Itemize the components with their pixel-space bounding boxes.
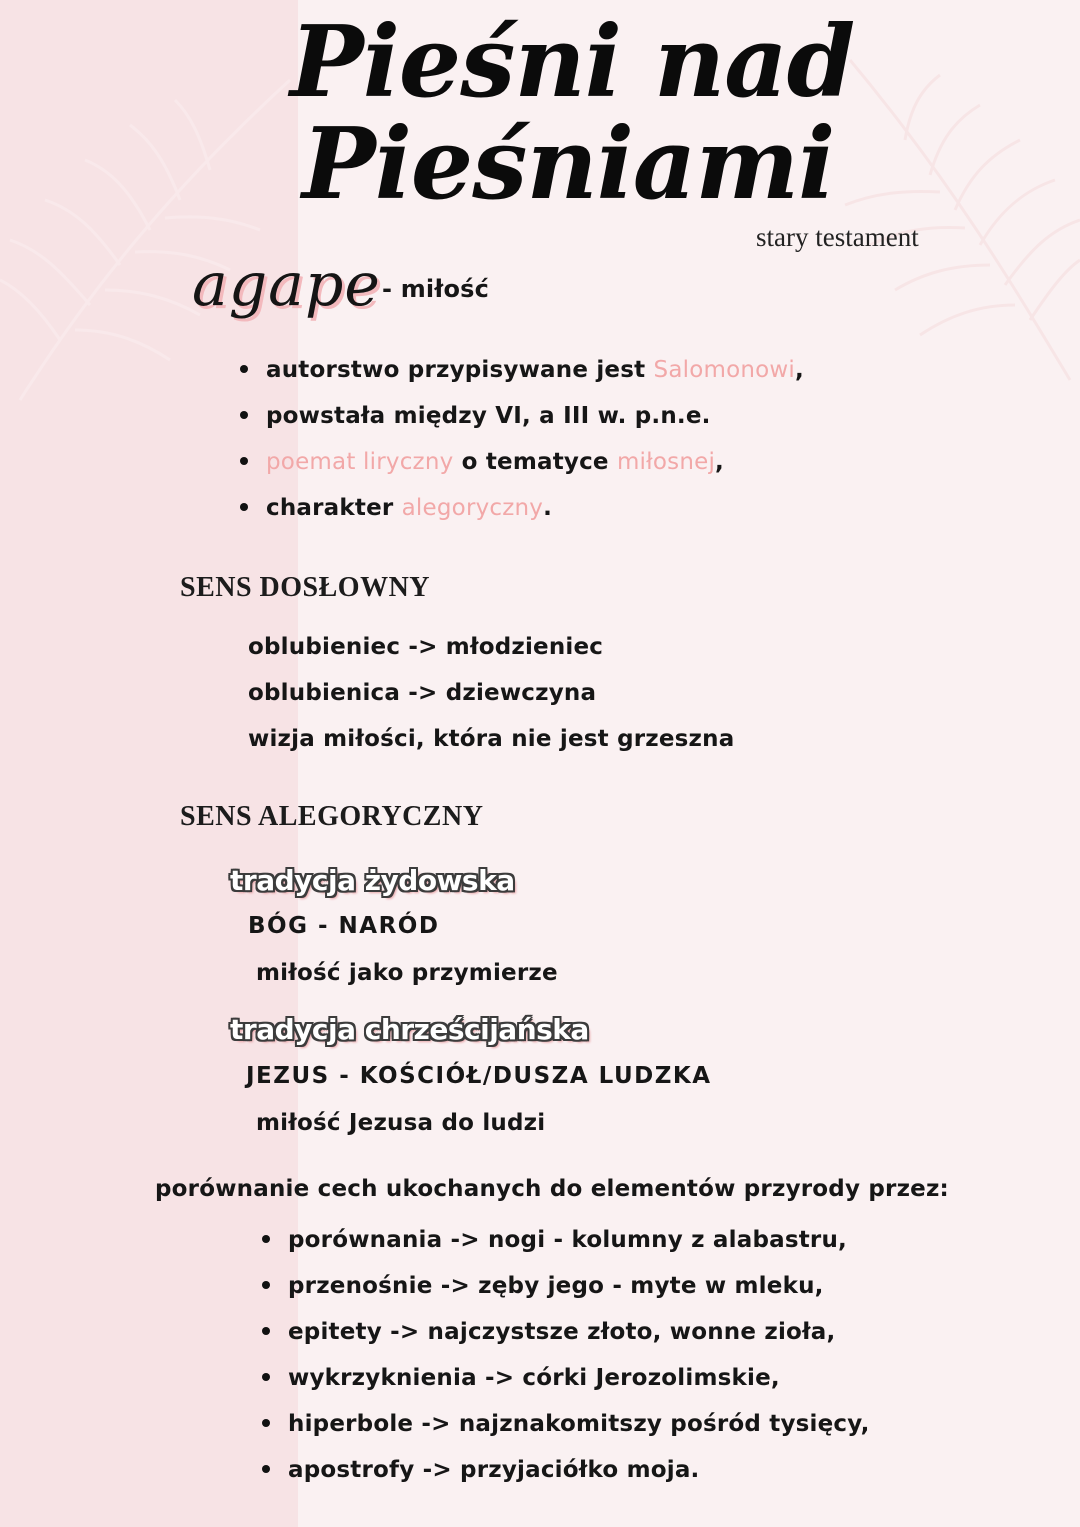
bullet-icon bbox=[262, 1235, 270, 1243]
bullet-icon bbox=[262, 1281, 270, 1289]
bullet-icon bbox=[262, 1327, 270, 1335]
section-heading-allegorical: SENS ALEGORYCZNY bbox=[180, 801, 484, 832]
page-title-line-1: Pieśni nad bbox=[290, 5, 855, 120]
comparison-item: przenośnie -> zęby jego - myte w mleku, bbox=[262, 1273, 824, 1299]
tradition-relation-jewish: BÓG - NARÓD bbox=[248, 913, 440, 939]
agape-meaning: - miłość bbox=[382, 275, 490, 303]
comparison-item: apostrofy -> przyjaciółko moja. bbox=[262, 1457, 700, 1483]
tradition-label-jewish: tradycja żydowska bbox=[230, 864, 515, 897]
bullet-icon bbox=[240, 503, 248, 511]
comparison-item: porównania -> nogi - kolumny z alabastru, bbox=[262, 1227, 847, 1253]
bullet-icon bbox=[262, 1373, 270, 1381]
literal-line: oblubienica -> dziewczyna bbox=[248, 680, 597, 706]
bullet-icon bbox=[262, 1465, 270, 1473]
comparison-intro: porównanie cech ukochanych do elementów przyrody przez: bbox=[155, 1176, 949, 1202]
page-subtitle: stary testament bbox=[756, 222, 919, 252]
literal-line: wizja miłości, która nie jest grzeszna bbox=[248, 726, 735, 752]
comparison-item: wykrzyknienia -> córki Jerozolimskie, bbox=[262, 1365, 780, 1391]
section-heading-literal: SENS DOSŁOWNY bbox=[180, 572, 431, 603]
tradition-meaning-jewish: miłość jako przymierze bbox=[256, 960, 558, 986]
bullet-icon bbox=[240, 365, 248, 373]
agape-word: agape bbox=[192, 250, 381, 320]
comparison-item: hiperbole -> najznakomitszy pośród tysięcy, bbox=[262, 1411, 870, 1437]
fact-item: charakter alegoryczny. bbox=[240, 495, 552, 521]
bullet-icon bbox=[240, 411, 248, 419]
tradition-meaning-christian: miłość Jezusa do ludzi bbox=[256, 1110, 546, 1136]
fact-item: poemat liryczny o tematyce miłosnej, bbox=[240, 449, 724, 475]
bullet-icon bbox=[262, 1419, 270, 1427]
literal-line: oblubieniec -> młodzieniec bbox=[248, 634, 604, 660]
fact-item: powstała między VI, a III w. p.n.e. bbox=[240, 403, 711, 429]
page-title-line-2: Pieśniami bbox=[302, 107, 835, 222]
fact-item: autorstwo przypisywane jest Salomonowi, bbox=[240, 357, 804, 383]
tradition-label-christian: tradycja chrześcijańska bbox=[230, 1013, 589, 1046]
tradition-relation-christian: JEZUS - KOŚCIÓŁ/DUSZA LUDZKA bbox=[246, 1063, 712, 1089]
bullet-icon bbox=[240, 457, 248, 465]
comparison-item: epitety -> najczystsze złoto, wonne zioła, bbox=[262, 1319, 835, 1345]
